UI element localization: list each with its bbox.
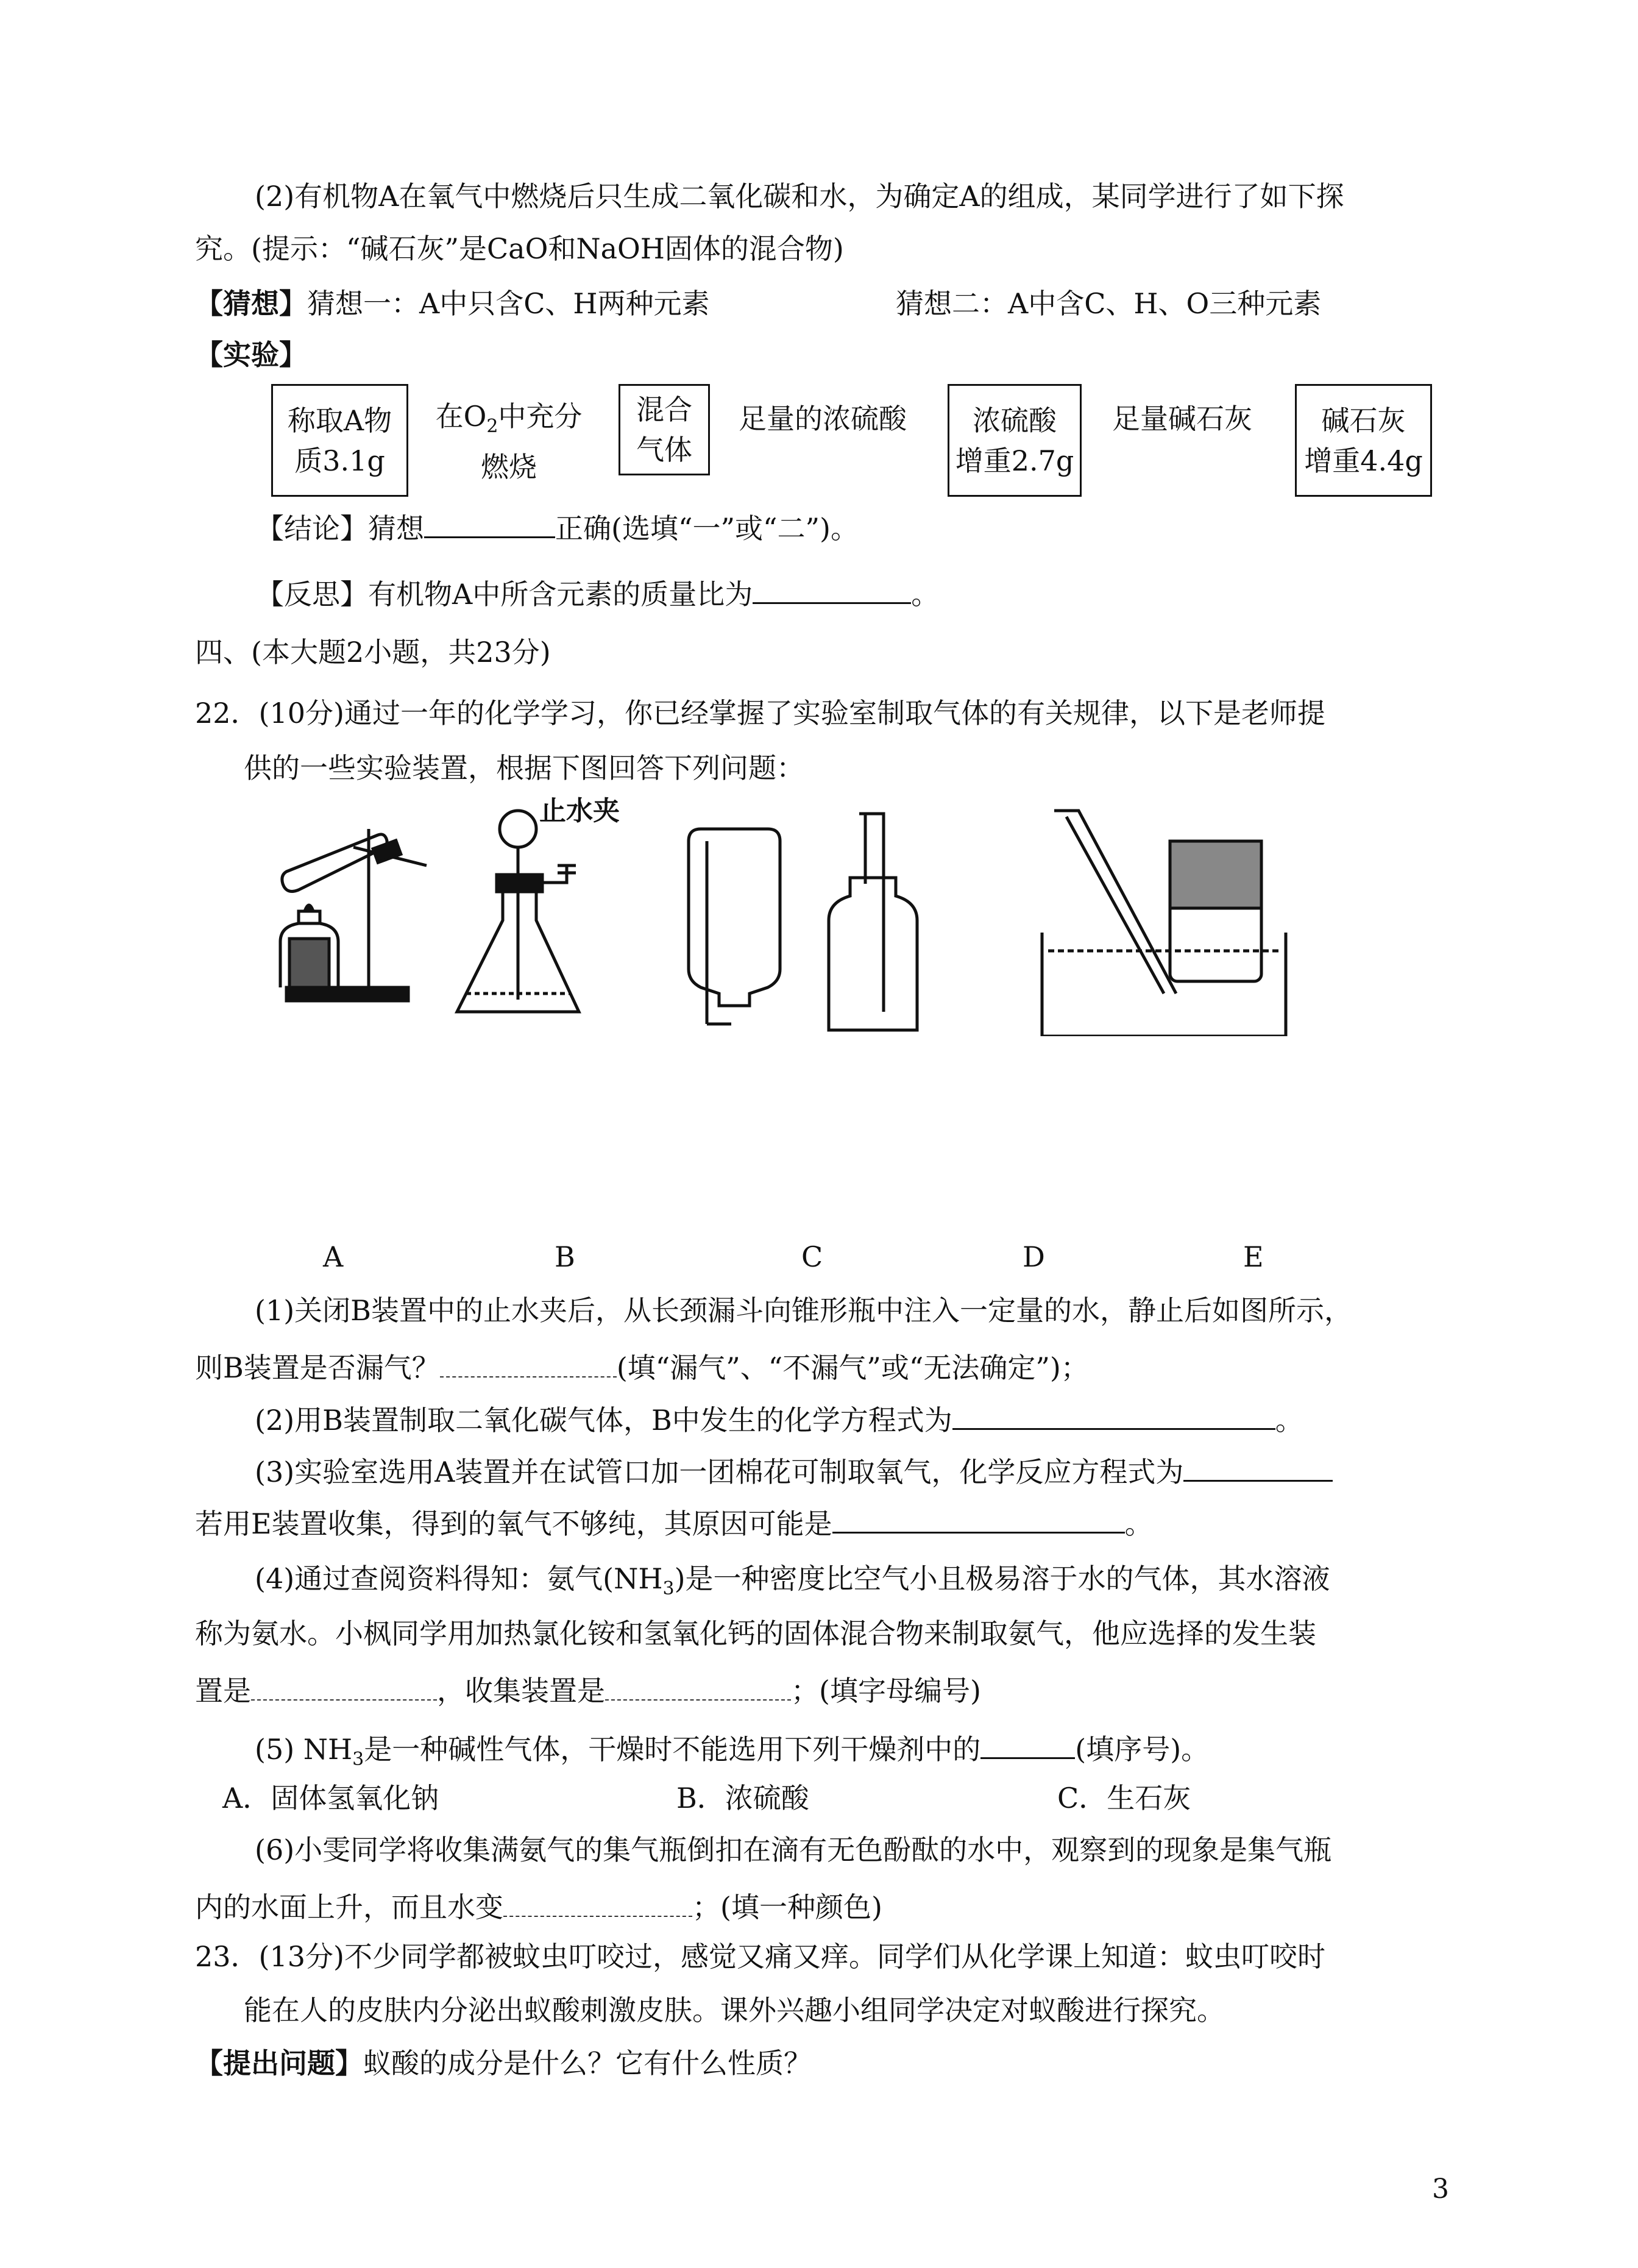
q22-p3-pre: 若用E装置收集，得到的氧气不够纯，其原因可能是 [195, 1507, 832, 1540]
q22-p3-line1 [255, 1451, 1333, 1490]
q23-line1: 23．(13分)不少同学都被蚊虫叮咬过，感觉又痛又痒。同学们从化学课上知道：蚊虫叮咬时 [195, 1940, 1325, 1973]
q22-p4-sub: 3 [662, 1578, 675, 1600]
flow-step1-pre: 在O [435, 400, 487, 433]
q22-p5-post: (填序号)。 [1075, 1733, 1210, 1766]
q22-p4-collector-blank[interactable] [605, 1670, 791, 1701]
q22-p5-line [255, 1728, 1209, 1778]
clamp-label: 止水夹 [539, 796, 620, 826]
q21-intro-line1: (2)有机物A在氧气中燃烧后只生成二氧化碳和水，为确定A的组成，某同学进行了如下探 [255, 180, 1344, 213]
q23-question-label: 【提出问题】 [195, 2047, 363, 2080]
q22-p4-pre: (4)通过查阅资料得知：氨气(NH [255, 1562, 663, 1595]
experiment-label: 【实验】 [195, 338, 307, 371]
q22-p3-text: (3)实验室选用A装置并在试管口加一团棉花可制取氧气，化学反应方程式为 [255, 1456, 1184, 1488]
flow-step1-line2: 燃烧 [481, 450, 537, 484]
hypothesis-label: 【猜想】 [195, 287, 307, 320]
flow-step1-post: 中充分 [498, 400, 583, 433]
flow-box-mixed-gas [619, 384, 710, 475]
conclusion-blank[interactable] [424, 507, 555, 538]
flow-step-soda-lime: 足量碱石灰 [1112, 402, 1252, 435]
apparatus-figure [262, 792, 1383, 1036]
q22-p4-line1 [255, 1560, 1330, 1607]
q22-p1-pre: 则B装置是否漏气？ [195, 1351, 440, 1384]
apparatus-label-b: B [555, 1240, 575, 1273]
q22-p1-post: (填“漏气”、“不漏气”或“无法确定”)； [616, 1351, 1089, 1384]
q22-p4-line3 [195, 1670, 981, 1709]
q22-p4-post: )是一种密度比空气小且极易溶于水的气体，其水溶液 [674, 1562, 1330, 1595]
flow-box2-line2: 气体 [636, 433, 692, 466]
q22-p4-line2: 称为氨水。小枫同学用加热氯化铵和氢氧化钙的固体混合物来制取氨气，他应选择的发生装 [195, 1617, 1316, 1650]
q22-p2-post: 。 [1275, 1404, 1303, 1437]
q22-p6-blank[interactable] [503, 1886, 692, 1917]
flow-box-weigh-sample [271, 384, 408, 497]
q22-p4-generator-blank[interactable] [251, 1670, 437, 1701]
q23-question-line [195, 2045, 812, 2081]
q22-p3-blank1[interactable] [1183, 1451, 1333, 1482]
flow-box3-line1: 浓硫酸 [972, 403, 1057, 437]
q23-question-text: 蚁酸的成分是什么？它有什么性质？ [363, 2047, 812, 2080]
apparatus-label-d: D [1023, 1240, 1045, 1273]
q22-p1-line1: (1)关闭B装置中的止水夹后，从长颈漏斗向锥形瓶中注入一定量的水，静止后如图所示， [255, 1294, 1352, 1327]
q22-p6-post: ；(填一种颜色) [692, 1891, 882, 1924]
q22-option-a: A．固体氢氧化钠 [222, 1782, 439, 1815]
q22-p5-sub: 3 [352, 1749, 364, 1771]
flow-box3-line2: 增重2.7g [955, 444, 1074, 477]
conclusion-post: 正确(选填“一”或“二”)。 [555, 512, 859, 545]
apparatus-c-drawing [689, 829, 780, 1024]
q22-p6-line1: (6)小雯同学将收集满氨气的集气瓶倒扣在滴有无色酚酞的水中，观察到的现象是集气瓶 [255, 1833, 1332, 1866]
apparatus-e-drawing [1042, 811, 1286, 1036]
q22-p4-l3-post: ；(填字母编号) [791, 1674, 981, 1707]
apparatus-b-drawing [457, 811, 579, 1012]
flow-box2-line1: 混合 [636, 393, 692, 426]
flow-box4-line2: 增重4.4g [1304, 444, 1423, 477]
q22-line2: 供的一些实验装置，根据下图回答下列问题： [244, 752, 804, 784]
q22-option-b: B．浓硫酸 [676, 1782, 809, 1815]
q22-p1-blank[interactable] [440, 1347, 617, 1378]
reflection-line [256, 573, 939, 613]
flow-box1-line2: 质3.1g [294, 444, 385, 477]
flow-box1-line1: 称取A物 [287, 403, 392, 437]
q21-intro-line2: 究。(提示：“碱石灰”是CaO和NaOH固体的混合物) [195, 232, 844, 265]
flow-box-lime-gain [1295, 384, 1432, 497]
hypothesis-row [195, 285, 710, 322]
flow-step1-sub: 2 [486, 416, 498, 438]
q22-p6-pre: 内的水面上升，而且水变 [195, 1891, 503, 1924]
apparatus-a-drawing [280, 829, 427, 1001]
reflection-pre: 【反思】有机物A中所含元素的质量比为 [256, 578, 753, 611]
q23-line2: 能在人的皮肤内分泌出蚁酸刺激皮肤。课外兴趣小组同学决定对蚁酸进行探究。 [244, 1994, 1225, 2027]
reflection-post: 。 [911, 578, 940, 611]
q22-p2-pre: (2)用B装置制取二氧化碳气体，B中发生的化学方程式为 [255, 1404, 952, 1437]
flow-step-sulfuric-acid: 足量的浓硫酸 [739, 402, 907, 435]
flow-box-acid-gain [948, 384, 1082, 497]
conclusion-pre: 【结论】猜想 [256, 512, 424, 545]
q22-p4-l3-pre: 置是 [195, 1674, 251, 1707]
flow-step-combustion [427, 396, 591, 487]
q22-option-c: C．生石灰 [1057, 1782, 1191, 1815]
q22-p1-line2 [195, 1347, 1089, 1386]
apparatus-label-e: E [1243, 1240, 1264, 1273]
q22-p3-line2 [195, 1502, 1153, 1542]
flow-box4-line1: 碱石灰 [1321, 403, 1406, 437]
q22-p3-post: 。 [1124, 1507, 1153, 1540]
q22-p6-line2 [195, 1886, 882, 1925]
section4-header: 四、(本大题2小题，共23分) [195, 636, 551, 669]
apparatus-label-c: C [801, 1240, 823, 1273]
q22-p5-mid: 是一种碱性气体，干燥时不能选用下列干燥剂中的 [364, 1733, 981, 1766]
q22-line1: 22．(10分)通过一年的化学学习，你已经掌握了实验室制取气体的有关规律，以下是老师提 [195, 697, 1325, 730]
apparatus-d-drawing [829, 814, 917, 1030]
conclusion-line [256, 507, 859, 547]
q22-p5-blank[interactable] [980, 1728, 1075, 1759]
q22-p2-line [255, 1399, 1303, 1438]
q22-p2-blank[interactable] [952, 1399, 1275, 1430]
reflection-blank[interactable] [753, 573, 911, 604]
apparatus-label-a: A [323, 1240, 344, 1273]
q22-p5-pre: (5) NH [255, 1733, 353, 1766]
q22-p3-blank2[interactable] [832, 1502, 1125, 1534]
hypothesis-one: 猜想一：A中只含C、H两种元素 [307, 287, 710, 320]
q22-p4-l3-mid: ，收集装置是 [437, 1674, 605, 1707]
hypothesis-two: 猜想二：A中含C、H、O三种元素 [896, 287, 1322, 320]
page-number: 3 [1432, 2174, 1449, 2205]
